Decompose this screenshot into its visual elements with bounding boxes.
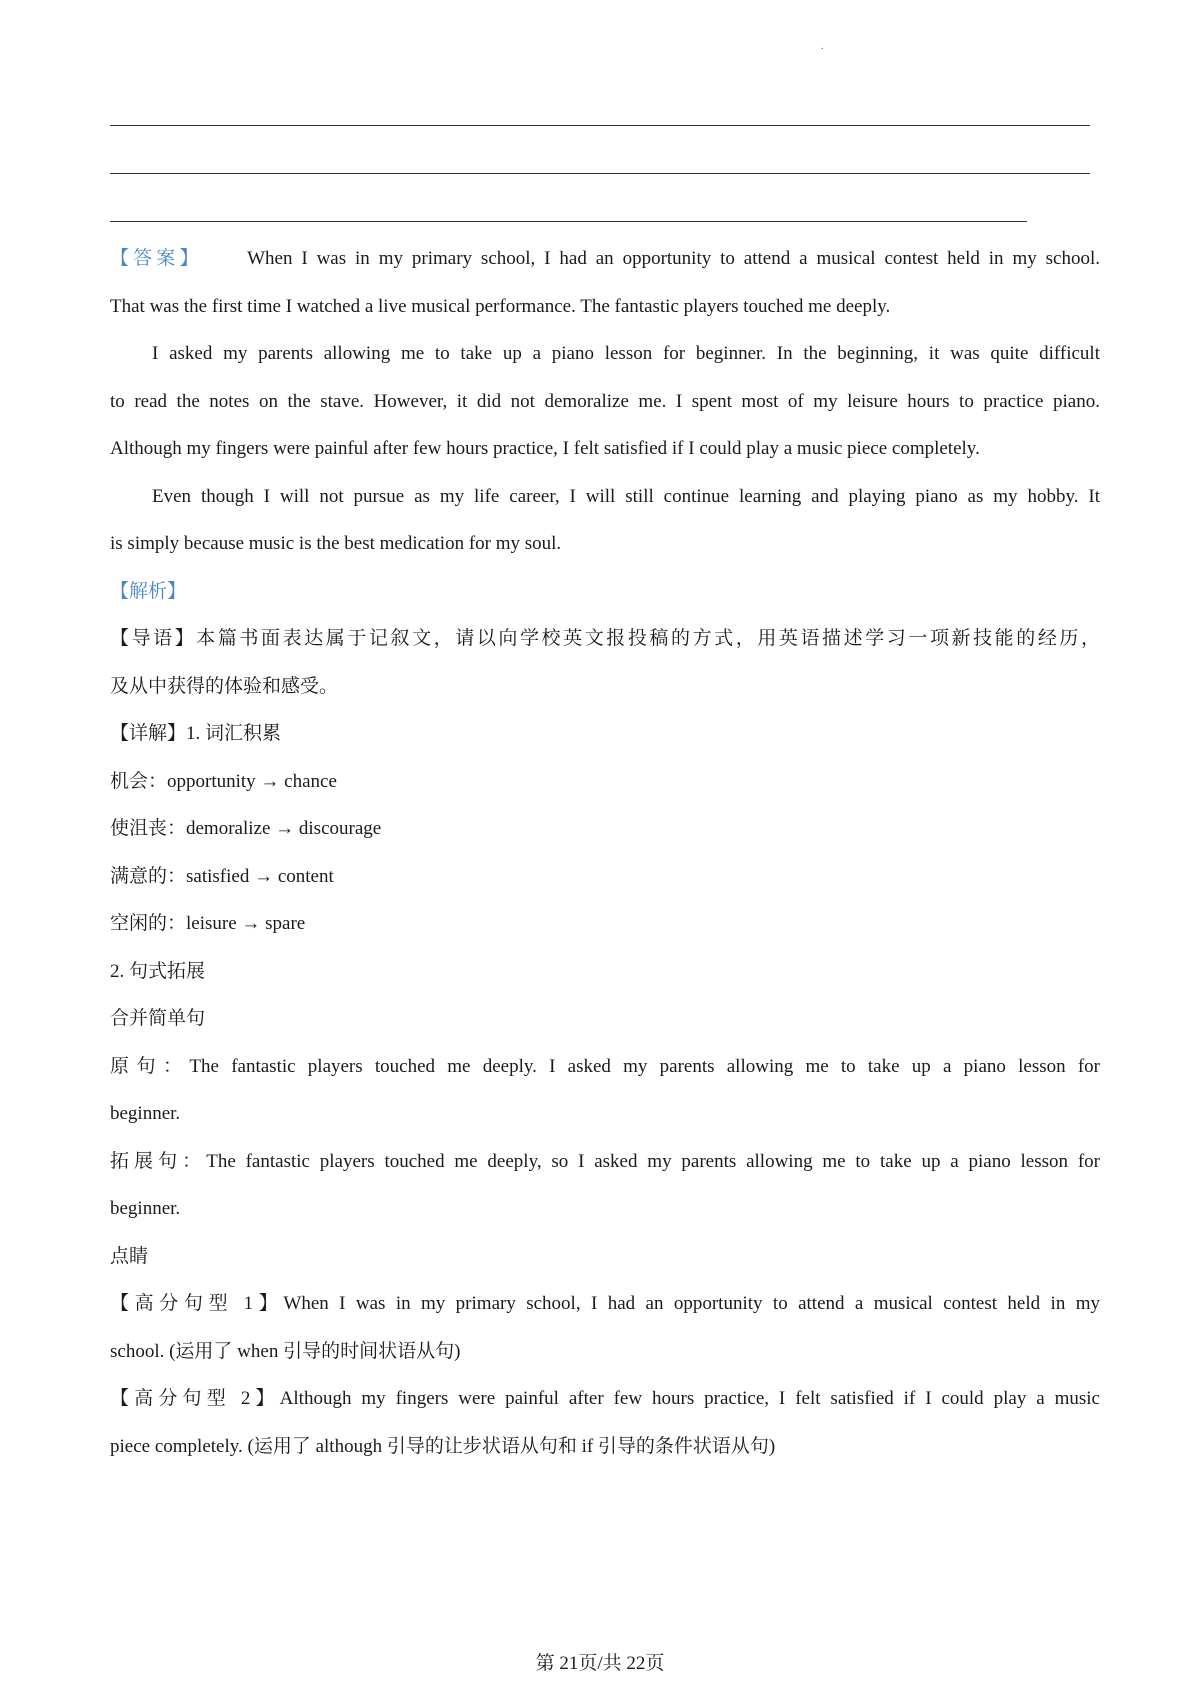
extended-sentence-line-1: 拓展句：The fantastic players touched me deeply, so I asked my parents allowing me to take up a piano lesson for (110, 1151, 1100, 1172)
answer-label: 【答案】 (110, 248, 203, 269)
vocab-item-3: 满意的：satisfied → content (110, 866, 334, 887)
analysis-label: 【解析】 (110, 581, 187, 602)
answer-paragraph-2-line-3: Although my fingers were painful after few hours practice, I felt satisfied if I could play a music piece completely. (110, 438, 980, 459)
analysis-intro-line-2: 及从中获得的体验和感受。 (110, 676, 339, 697)
answer-paragraph-2-line-1: I asked my parents allowing me to take up a piano lesson for beginner. In the beginning, it was quite difficult (152, 343, 1100, 364)
section-2-title: 2. 句式拓展 (110, 961, 206, 982)
original-sentence-line-1: 原句：The fantastic players touched me deeply. I asked my parents allowing me to take up a piano lesson for (110, 1056, 1100, 1077)
vocab-item-1: 机会：opportunity → chance (110, 771, 337, 792)
detail-title: 【详解】1. 词汇积累 (110, 723, 282, 744)
answer-paragraph-1-line-1 (110, 247, 1100, 271)
answer-paragraph-3-line-1: Even though I will not pursue as my life career, I will still continue learning and playing piano as my hobby. It (152, 486, 1100, 507)
merge-title: 合并简单句 (110, 1008, 206, 1029)
answer-blank-line-2 (110, 173, 1090, 174)
vocab-item-4: 空闲的：leisure → spare (110, 913, 306, 934)
answer-paragraph-2-line-2: to read the notes on the stave. However, it did not demoralize me. I spent most of my leisure hours to practice piano. (110, 391, 1100, 412)
answer-p1-line1-text: When I was in my primary school, I had an opportunity to attend a musical contest held in my school. (247, 248, 1100, 269)
high-score-sentence-1-line-2: school. (运用了 when 引导的时间状语从句) (110, 1341, 461, 1362)
page-number-footer: 第 21页/共 22页 (535, 1653, 665, 1674)
header-dot: . (821, 41, 824, 52)
vocab-item-2: 使沮丧：demoralize → discourage (110, 818, 382, 839)
high-score-sentence-2-line-2: piece completely. (运用了 although 引导的让步状语从句和 if 引导的条件状语从句) (110, 1436, 776, 1457)
extended-sentence-line-2: beginner. (110, 1198, 181, 1219)
answer-paragraph-3-line-2: is simply because music is the best medication for my soul. (110, 533, 562, 554)
high-score-sentence-2-line-1: 【高分句型 2】Although my fingers were painful after few hours practice, I felt satisfied if I could play a music (110, 1388, 1100, 1409)
highlight-title: 点睛 (110, 1246, 149, 1267)
answer-paragraph-1-line-2: That was the first time I watched a live musical performance. The fantastic players touched me deeply. (110, 296, 891, 317)
answer-blank-line-3 (110, 221, 1027, 222)
analysis-intro-line-1: 【导语】本篇书面表达属于记叙文，请以向学校英文报投稿的方式，用英语描述学习一项新技能的经历， (110, 628, 1100, 649)
answer-blank-line-1 (110, 125, 1090, 126)
high-score-sentence-1-line-1: 【高分句型 1】When I was in my primary school, I had an opportunity to attend a musical contest held in my (110, 1293, 1100, 1314)
original-sentence-line-2: beginner. (110, 1103, 181, 1124)
